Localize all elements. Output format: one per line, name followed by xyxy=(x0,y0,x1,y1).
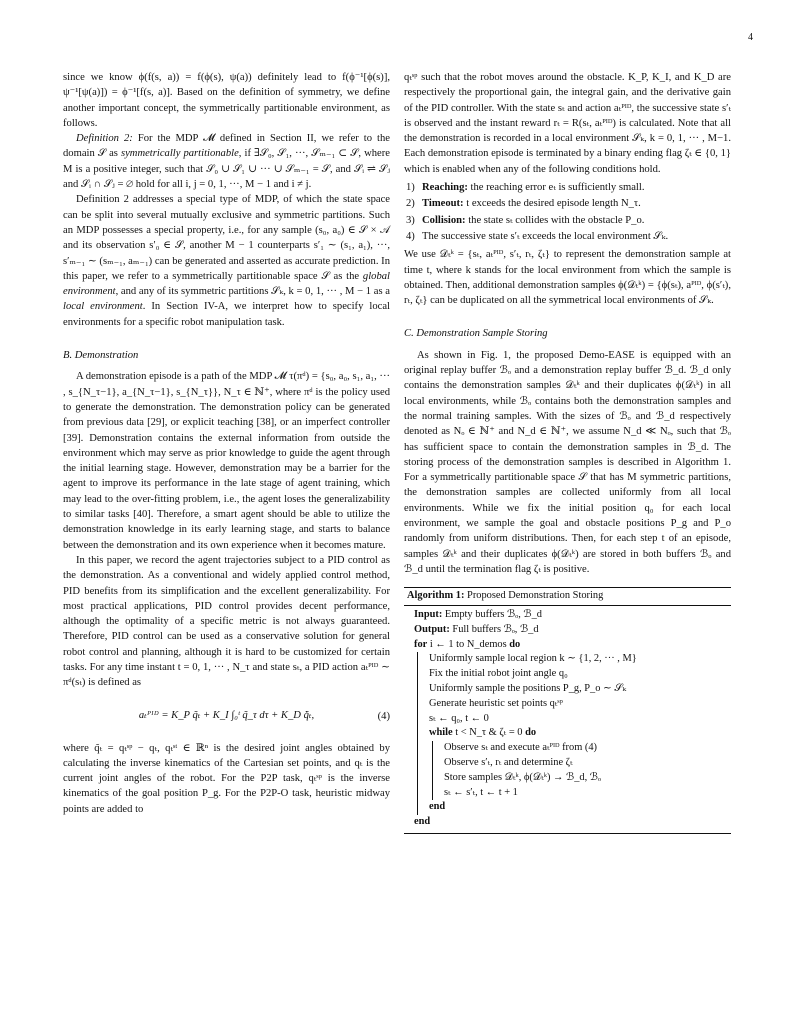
criterion-number: 4) xyxy=(406,230,415,242)
algorithm-1-box xyxy=(404,587,731,834)
criterion-timeout xyxy=(404,196,731,211)
criterion-reaching xyxy=(404,180,731,195)
algorithm-line: Generate heuristic set points qₜˢᵖ xyxy=(429,697,563,709)
paragraph-storing: As shown in Fig. 1, the proposed Demo-EASE is equipped with an original replay buffer ℬₒ and a demonstration replay buffer ℬ_d. ℬ_d only contains the demonstration samples 𝒟ₜᵏ and their duplicates ϕ(𝒟ₜᵏ) in all local environments, while ℬₒ contains both the demonstration samples and the normal training samples. With the sizes of ℬₒ and ℬ_d respectively denoted as Nₒ ∈ ℕ⁺ and N_d ∈ ℕ⁺, we assume N_d ≪ Nₒ, such that ℬₒ has sufficient space to contain the demonstration samples in ℬ_d. The storing process of the demonstration samples is described in Algorithm 1. For a symmetrically partitionable space 𝒮 that has M symmetric partitions, the demonstration samples are collected uniformly from all local environments. While we fix the initial position q₀ for each local environment, we sample the goal and obstacle positions P_g and P_o randomly from uniform distributions. Then, for each step t of an episode, samples 𝒟ₜᵏ and their duplicates ϕ(𝒟ₜᵏ) are stored in both buffers ℬₒ and ℬ_d until the termination flag ζₜ is positive. xyxy=(404,349,731,575)
input-keyword: Input: xyxy=(414,609,443,620)
algorithm-end-while xyxy=(429,800,721,815)
definition-text-b: , if ∃𝒮₀, 𝒮₁, ···, 𝒮ₘ₋₁ ⊂ 𝒮, where M is a positive integer, such that 𝒮₀ ∪ 𝒮₁ ∪ ··· ∪ 𝒮ₘ₋₁ = 𝒮, and 𝒮ᵢ ⇌ 𝒮ⱼ and 𝒮ᵢ ∩ 𝒮ⱼ = ∅ hold for all i, j = 0, 1, ···, M − 1 and i ≠ j. xyxy=(63,148,390,191)
term-global-environment: global environment xyxy=(63,270,390,298)
criterion-number: 3) xyxy=(406,214,415,226)
para3-b: , and any of its symmetric partitions 𝒮ₖ, k = 0, 1, ··· , M − 1 as a xyxy=(115,286,390,298)
term-symmetrically-partitionable: symmetrically partitionable xyxy=(120,148,239,160)
page-number: 4 xyxy=(748,32,753,43)
for-keyword: for xyxy=(414,638,428,650)
algorithm-name: Proposed Demonstration Storing xyxy=(464,590,604,602)
criterion-text: The successive state s′ₜ exceeds the local environment 𝒮ₖ. xyxy=(422,230,669,242)
do-keyword: do xyxy=(509,638,521,650)
equation-4 xyxy=(63,701,390,731)
output-text: Full buffers ℬₒ, ℬ_d xyxy=(449,623,539,635)
end-keyword: end xyxy=(429,801,446,813)
criterion-number: 1) xyxy=(406,182,415,194)
criterion-text: the reaching error eₜ is sufficiently small. xyxy=(467,182,645,194)
criterion-boundary xyxy=(404,229,731,244)
paragraph-demonstration: A demonstration episode is a path of the MDP 𝓜 τ(πᵈ) = {s₀, a₀, s₁, a₁, ··· , s_{N_τ−1}, a_{N_τ−1}, s_{N_τ}}, N_τ ∈ ℕ⁺, where πᵈ is the policy used to generate the demonstration. The demonstration policy can be generated from previous data [29], or explicit teaching [38], or an imperfect controller [39]. Demonstration contains the external information from outside the environment which may serve as prior knowledge to guide the agent through the initial learning stage. However, demonstration may be a barrier for the agent to improve its performance in the late stage of agent training, which may lead to the over-fitting problem, i.e., the agent loses the generalizability to similar tasks [40]. Therefore, a smart agent should be able to utilize the demonstration knowledge in its early learning stage, and starts to balance between the demonstration and its own experience when it becomes mature. xyxy=(63,371,390,551)
algorithm-line: Uniformly sample the positions P_g, P_o ∼ 𝒮ₖ xyxy=(429,682,627,694)
equation-number: (4) xyxy=(377,710,390,722)
input-text: Empty buffers ℬₒ, ℬ_d xyxy=(442,609,542,620)
while-condition: t < N_τ & ζₜ = 0 xyxy=(452,727,526,739)
end-keyword: end xyxy=(414,816,431,828)
right-column xyxy=(404,70,731,834)
paragraph-demo-sample: We use 𝒟ₜᵏ = {sₜ, aₜᴾᴵᴰ, s′ₜ, rₜ, ζₜ} to represent the demonstration sample at time t, where k stands for the local environment from which the sample is obtained. Then, additional demonstration samples ϕ(𝒟ₜᵏ) = {ϕ(sₜ), aᴾᴵᴰ, ϕ(s′ₜ), rₜ, ζₜ} can be duplicated on all the symmetrical local environments of 𝒮ₖ. xyxy=(404,249,731,307)
algorithm-line: sₜ ← q₀, t ← 0 xyxy=(429,712,489,724)
criterion-label: Reaching: xyxy=(422,182,468,194)
algorithm-title xyxy=(404,588,731,606)
paragraph-gains: qₜˢᵖ such that the robot moves around the obstacle. K_P, K_I, and K_D are respectively the proportional gain, the integral gain, and the derivative gain of the PID controller. With the state sₜ and action aₜᴾᴵᴰ, the successive state s′ₜ is observed and the instant reward rₜ = R(sₜ, aₜᴾᴵᴰ) is calculated. Note that all the demonstration is recorded in a local environment 𝒮ₖ, k = 0, 1, ··· , M−1. Each demonstration episode is terminated by a binary ending flag ζₜ ∈ {0, 1} which is enabled when any of the following conditions hold. xyxy=(404,72,731,175)
algorithm-body xyxy=(404,606,731,833)
algorithm-line: sₜ ← s′ₜ, t ← t + 1 xyxy=(444,786,518,798)
algorithm-for-line xyxy=(414,638,721,653)
criterion-collision xyxy=(404,213,731,228)
algorithm-output xyxy=(414,623,721,638)
paragraph-symmetry-intro: since we know ϕ(f(s, a)) = f(ϕ(s), ψ(a)) definitely lead to f(ϕ⁻¹[ϕ(s)], ψ⁻¹[ψ(a)]) = ϕ⁻¹[f(s, a)]. Based on the definition of symmetry, we define another important concept, the symmetrically partitionable environment, as follows. xyxy=(63,72,390,129)
termination-criteria-list xyxy=(404,180,731,244)
paragraph-pid: In this paper, we record the agent trajectories subject to a PID control as the demonstration. As a conventional and widely applied control method, PID benefits from its simplification and the excellent generalizability. For most practical applications, PID control provides decent performance, although the optimality of a specific metric is not always guaranteed. Therefore, PID control can be used as a conservative solution for general robot control and planning, although it is hard to be customized for certain tasks. For any time instant t = 0, 1, ··· , N_τ and state sₜ, a PID action aₜᴾᴵᴰ ∼ πᵈ(sₜ) is defined as xyxy=(63,554,390,689)
criterion-number: 2) xyxy=(406,198,415,210)
left-column xyxy=(63,70,390,817)
para3-c: . In Section IV-A, we interpret how to specify local environments for a specific robot manipulation task. xyxy=(63,301,390,328)
paragraph-pid-details: where q̃ₜ = qₜˢᵖ − qₜ, qₜˢᵗ ∈ ℝⁿ is the desired joint angles obtained by calculating the inverse kinematics of the Cartesian set points, and qₜ is the current joint angles of the robot. For the P2P task, qₜˢᵖ is the inverse kinematics of the goal position P_g. For the P2P-O task, heuristic midway points are added to xyxy=(63,742,390,815)
section-heading-storing: C. Demonstration Sample Storing xyxy=(404,328,548,340)
term-local-environment: local environment xyxy=(63,301,143,313)
definition-2 xyxy=(63,131,390,192)
algorithm-label: Algorithm 1: xyxy=(407,590,465,602)
criterion-label: Timeout: xyxy=(422,198,464,210)
algorithm-line: Observe sₜ and execute aₜᴾᴵᴰ from (4) xyxy=(444,742,598,754)
paragraph-definition-explained xyxy=(63,192,390,330)
equation-4-body: aₜᴾᴵᴰ = K_P q̃ₜ + K_I ∫₀ᵗ q̃_τ dτ + K_D q̃̇ₜ, xyxy=(138,709,315,721)
for-condition: i ← 1 to N_demos xyxy=(427,638,510,650)
criterion-text: t exceeds the desired episode length N_τ. xyxy=(463,198,641,210)
output-keyword: Output: xyxy=(414,623,450,635)
definition-text-a: For the MDP 𝓜 defined in Section II, we refer to the domain 𝒮 as xyxy=(63,133,390,160)
algorithm-line: Fix the initial robot joint angle q₀ xyxy=(429,668,568,680)
while-block xyxy=(432,741,721,800)
criterion-label: Collision: xyxy=(422,214,466,226)
section-heading-demonstration: B. Demonstration xyxy=(63,350,139,362)
for-block xyxy=(417,652,721,815)
do-keyword: do xyxy=(525,727,537,739)
algorithm-line: Store samples 𝒟ₜᵏ, ϕ(𝒟ₜᵏ) → ℬ_d, ℬₒ xyxy=(444,771,601,783)
while-keyword: while xyxy=(429,727,453,739)
definition-label: Definition 2: xyxy=(76,133,133,145)
algorithm-end-for xyxy=(414,815,721,830)
algorithm-line: Observe s′ₜ, rₜ and determine ζₜ xyxy=(444,756,573,768)
para3-a: Definition 2 addresses a special type of MDP, of which the state space can be split into several mutually exclusive and symmetric partitions. Such an MDP possesses a special property, i.e., for any sample (s₀, a₀) ∈ 𝒮 × 𝒜 and its observation s′₀ ∈ 𝒮, another M − 1 counterparts s′₁ ∼ (s₁, a₁), ···, s′ₘ₋₁ ∼ (sₘ₋₁, aₘ₋₁) can be generated and asserted as accurate prediction. In this paper, we refer to a symmetrically partitionable space 𝒮 as the xyxy=(63,194,390,282)
algorithm-input xyxy=(414,608,721,623)
algorithm-while-line xyxy=(429,726,721,741)
criterion-text: the state sₜ collides with the obstacle P_o. xyxy=(465,214,645,226)
algorithm-line: Uniformly sample local region k ∼ {1, 2, ··· , M} xyxy=(429,653,637,665)
